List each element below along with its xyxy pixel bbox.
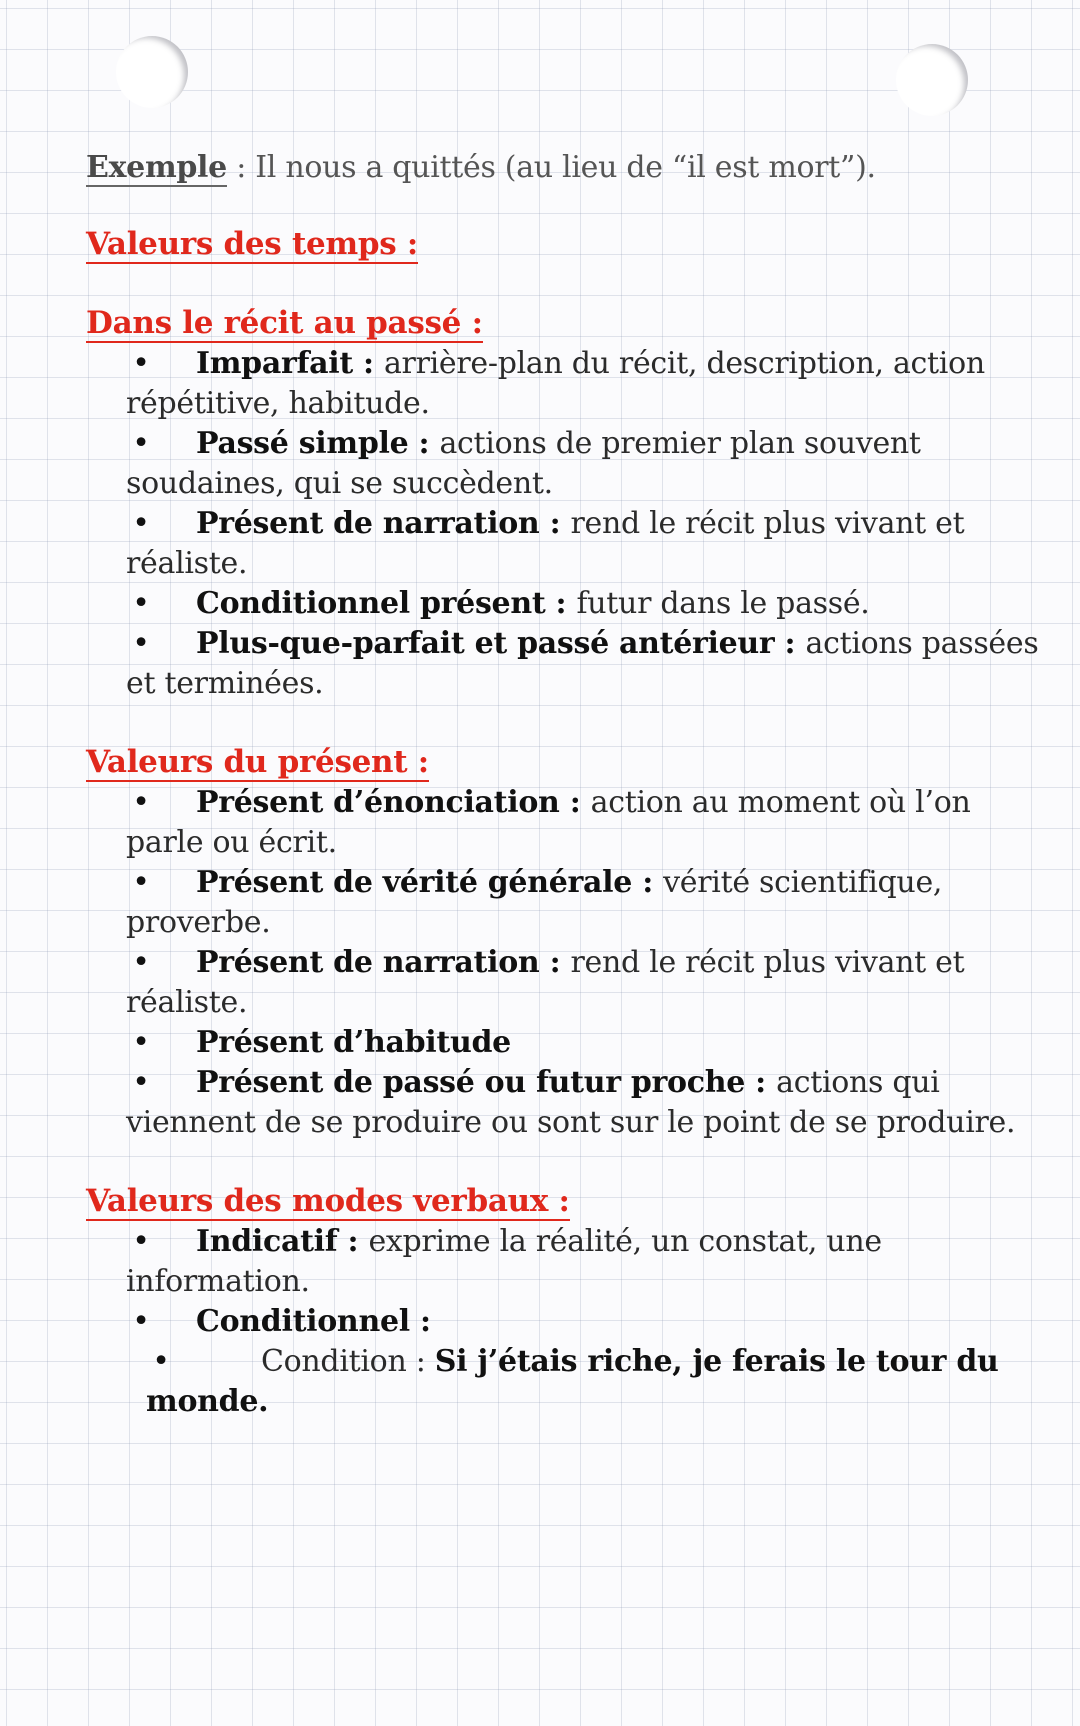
sub-list-item	[146, 1342, 1046, 1422]
list-item	[126, 943, 1046, 1023]
item-desc: futur dans le passé.	[576, 586, 870, 621]
list-item	[126, 344, 1046, 424]
binder-hole-left	[116, 36, 188, 108]
item-term: Présent d’habitude	[196, 1025, 511, 1060]
list-item	[126, 863, 1046, 943]
list-item	[126, 1023, 1046, 1063]
modes-list	[86, 1222, 1046, 1342]
item-term: Présent de vérité générale :	[196, 865, 664, 900]
heading-modes-verbaux: Valeurs des modes verbaux :	[86, 1183, 570, 1219]
example-label: Exemple	[86, 150, 227, 185]
sub-item-example: Si j’étais riche, je ferais le tour du monde.	[146, 1344, 999, 1419]
item-desc: rend le récit plus vivant et réaliste.	[126, 945, 965, 1020]
item-desc: arrière-plan du récit, description, action répétitive, habitude.	[126, 346, 985, 421]
list-item	[126, 504, 1046, 584]
list-item	[126, 1222, 1046, 1302]
item-desc: vérité scientifique, proverbe.	[126, 865, 943, 940]
item-term: Indicatif :	[196, 1224, 369, 1259]
item-term: Conditionnel :	[196, 1304, 431, 1339]
example-separator: :	[226, 150, 256, 185]
item-desc: rend le récit plus vivant et réaliste.	[126, 506, 965, 581]
section-recit-passe	[86, 265, 1046, 704]
item-term: Présent d’énonciation :	[196, 785, 591, 820]
item-desc: actions passées et terminées.	[126, 626, 1039, 701]
notes-content	[86, 148, 1046, 1422]
item-term: Passé simple :	[196, 426, 440, 461]
item-desc: exprime la réalité, un constat, une information.	[126, 1224, 882, 1299]
example-text: Il nous a quittés (au lieu de “il est mort”).	[255, 150, 876, 185]
item-desc: action au moment où l’on parle ou écrit.	[126, 785, 971, 860]
section-modes-verbaux	[86, 1143, 1046, 1422]
item-term: Présent de passé ou futur proche :	[196, 1065, 777, 1100]
item-desc: actions de premier plan souvent soudaines, qui se succèdent.	[126, 426, 921, 501]
heading-valeurs-present: Valeurs du présent :	[86, 744, 429, 780]
item-term: Présent de narration :	[196, 945, 571, 980]
example-line	[86, 148, 1046, 188]
heading-valeurs-des-temps: Valeurs des temps :	[86, 226, 419, 262]
item-desc: actions qui viennent de se produire ou sont sur le point de se produire.	[126, 1065, 1016, 1140]
list-item	[126, 624, 1046, 704]
present-list	[86, 783, 1046, 1143]
heading-recit-passe: Dans le récit au passé :	[86, 305, 483, 341]
item-term: Conditionnel présent :	[196, 586, 577, 621]
list-item	[126, 1302, 1046, 1342]
list-item	[126, 584, 1046, 624]
binder-hole-right	[896, 44, 968, 116]
list-item	[126, 783, 1046, 863]
section-valeurs-present	[86, 704, 1046, 1143]
recit-list	[86, 344, 1046, 704]
conditionnel-sublist	[86, 1342, 1046, 1422]
item-term: Plus-que-parfait et passé antérieur :	[196, 626, 806, 661]
item-term: Imparfait :	[196, 346, 384, 381]
sub-item-label: Condition :	[261, 1344, 435, 1379]
list-item	[126, 424, 1046, 504]
list-item	[126, 1063, 1046, 1143]
item-term: Présent de narration :	[196, 506, 571, 541]
